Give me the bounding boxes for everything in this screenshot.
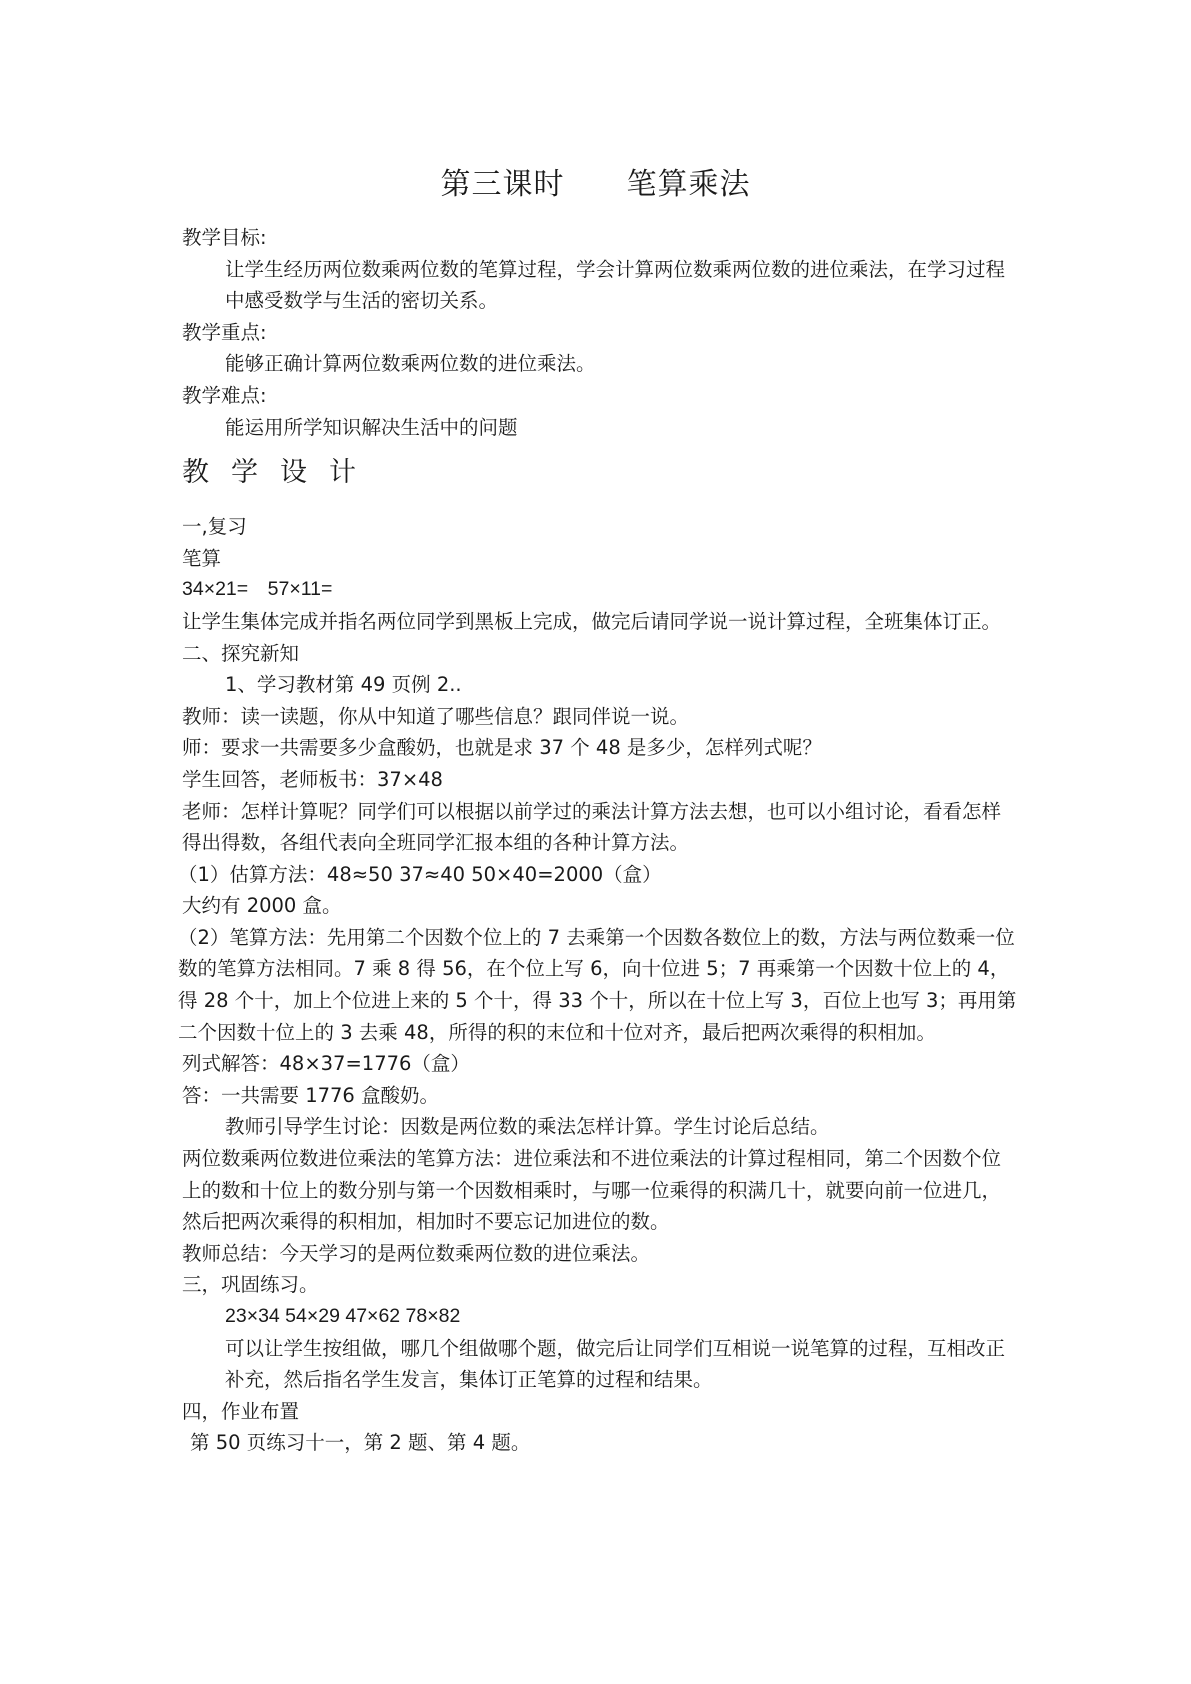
explore-equation: 列式解答：48×37=1776（盒）	[182, 1052, 470, 1076]
design-heading: 教学设计	[182, 457, 378, 489]
review-problems: 34×21= 57×11=	[182, 578, 333, 601]
practice-text: 可以让学生按组做，哪几个组做哪个题，做完后让同学们互相说一说笔算的过程，互相改正补充，然后指名学生发言，集体订正笔算的过程和结果。	[225, 1336, 1006, 1392]
focus-label: 教学重点:	[182, 320, 267, 344]
explore-teacher-1: 教师：读一读题，你从中知道了哪些信息？跟同伴说一说。	[182, 704, 690, 728]
review-instruction: 让学生集体完成并指名两位同学到黑板上完成，做完后请同学说一说计算过程，全班集体订正。	[182, 609, 1002, 633]
homework-text: 第 50 页练习十一，第 2 题、第 4 题。	[190, 1431, 531, 1455]
homework-section-title: 四，作业布置	[182, 1399, 300, 1423]
explore-teacher-summary: 教师总结：今天学习的是两位数乘两位数的进位乘法。	[182, 1241, 651, 1265]
page-title: 第三课时 笔算乘法	[440, 167, 751, 202]
focus-text: 能够正确计算两位数乘两位数的进位乘法。	[225, 352, 596, 376]
explore-guide: 教师引导学生讨论：因数是两位数的乘法怎样计算。学生讨论后总结。	[225, 1115, 830, 1139]
practice-problems: 23×34 54×29 47×62 78×82	[225, 1305, 461, 1327]
objectives-label: 教学目标:	[182, 226, 267, 249]
explore-section-title: 二、探究新知	[182, 641, 300, 665]
objectives-text: 让学生经历两位数乘两位数的笔算过程，学会计算两位数乘两位数的进位乘法，在学习过程中感受数学与生活的密切关系。	[225, 257, 1006, 313]
document-body	[178, 222, 1018, 1459]
practice-section-title: 三，巩固练习。	[182, 1273, 319, 1297]
explore-estimate-method: （1）估算方法：48≈50 37≈40 50×40=2000（盒）	[178, 862, 662, 886]
review-subtitle: 笔算	[182, 546, 222, 570]
explore-written-method: （2）笔算方法：先用第二个因数个位上的 7 去乘第一个因数各数位上的数，方法与两位数乘一位数的笔算方法相同。7 乘 8 得 56，在个位上写 6，向十位进 5；7 再乘第一个因数十位上的 4，得 28 个十，加上个位进上来的 5 个十，得 33 个十，所以在十位上写 3，百位上也写 3；再用第二个因数十位上的 3 去乘 48，所得的积的末位和十位对齐，最后把两次乘得的积相加。	[178, 925, 1017, 1044]
explore-method-summary: 两位数乘两位数进位乘法的笔算方法：进位乘法和不进位乘法的计算过程相同，第二个因数个位上的数和十位上的数分别与第一个因数相乘时，与哪一位乘得的积满几十，就要向前一位进几，然后把两次乘得的积相加，相加时不要忘记加进位的数。	[182, 1147, 1002, 1234]
review-section-title: 一,复习	[182, 515, 247, 539]
explore-teacher-2: 师：要求一共需要多少盒酸奶，也就是求 37 个 48 是多少，怎样列式呢？	[182, 736, 822, 760]
explore-item-1: 1、学习教材第 49 页例 2..	[225, 673, 462, 697]
difficulty-text: 能运用所学知识解决生活中的问题	[225, 415, 518, 439]
explore-estimate-result: 大约有 2000 盒。	[182, 894, 342, 918]
explore-answer: 答：一共需要 1776 盒酸奶。	[182, 1083, 440, 1107]
difficulty-label: 教学难点:	[182, 383, 267, 407]
explore-student-answer: 学生回答，老师板书：37×48	[182, 767, 443, 791]
explore-teacher-3: 老师：怎样计算呢？同学们可以根据以前学过的乘法计算方法去想，也可以小组讨论，看看怎样得出得数，各组代表向全班同学汇报本组的各种计算方法。	[182, 799, 1002, 855]
